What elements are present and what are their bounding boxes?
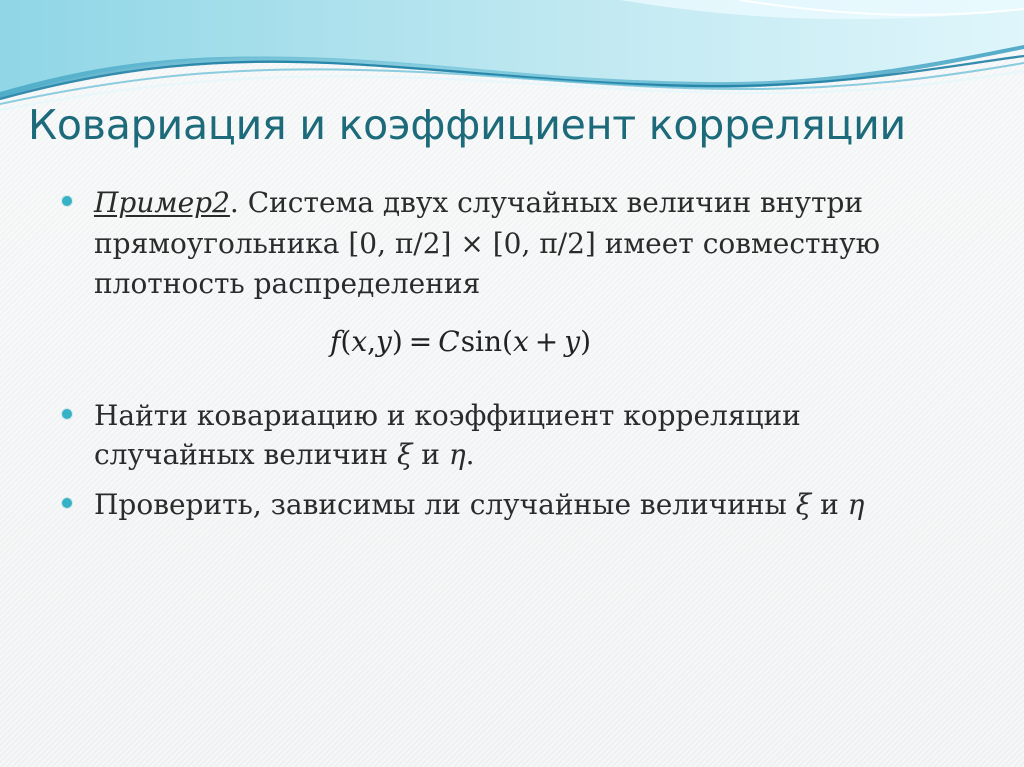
task-2-line <box>94 486 864 524</box>
bullet-icon <box>62 409 72 419</box>
formula-y-second: y <box>564 325 581 358</box>
formula-close: ) <box>580 325 591 358</box>
task-1-conjunction: и <box>412 438 449 471</box>
xi-symbol: ξ <box>396 438 413 471</box>
formula-f: f <box>330 325 341 358</box>
task-1-line-1: Найти ковариацию и коэффициент корреляции <box>94 399 801 432</box>
task-1-period: . <box>465 438 475 471</box>
bullet-icon <box>62 196 72 206</box>
example-line-1-text: . Система двух случайных величин внутри <box>229 186 864 219</box>
formula-y: y <box>376 325 392 358</box>
example-line-3: плотность распределения <box>94 267 481 300</box>
task-1-line-2-text: случайных величин <box>94 438 397 471</box>
eta-symbol: η <box>448 438 466 471</box>
task-1-line-2 <box>94 436 475 474</box>
formula-x: x <box>351 325 368 358</box>
formula-sin: sin( <box>460 325 513 358</box>
formula-plus: + <box>534 325 559 358</box>
example-line-2: прямоугольника [0, π/2] × [0, π/2] имеет совместную <box>94 227 881 260</box>
formula-constant-c: C <box>438 325 460 358</box>
example-label: Пример2 <box>94 186 230 219</box>
slide-title: Ковариация и коэффициент корреляции <box>28 101 907 149</box>
formula-open-paren: ( <box>340 325 352 358</box>
task-2-line-text: Проверить, зависимы ли случайные величины <box>94 488 796 521</box>
task-2-conjunction: и <box>811 488 848 521</box>
eta-symbol: η <box>847 488 865 521</box>
bullet-icon <box>62 498 72 508</box>
formula-close-paren: ) <box>391 325 403 358</box>
formula-comma: , <box>367 325 377 358</box>
formula-x-second: x <box>512 325 529 358</box>
example-line-1 <box>94 184 863 222</box>
formula-equals: = <box>408 325 433 358</box>
density-formula <box>330 322 690 362</box>
xi-symbol: ξ <box>795 488 812 521</box>
